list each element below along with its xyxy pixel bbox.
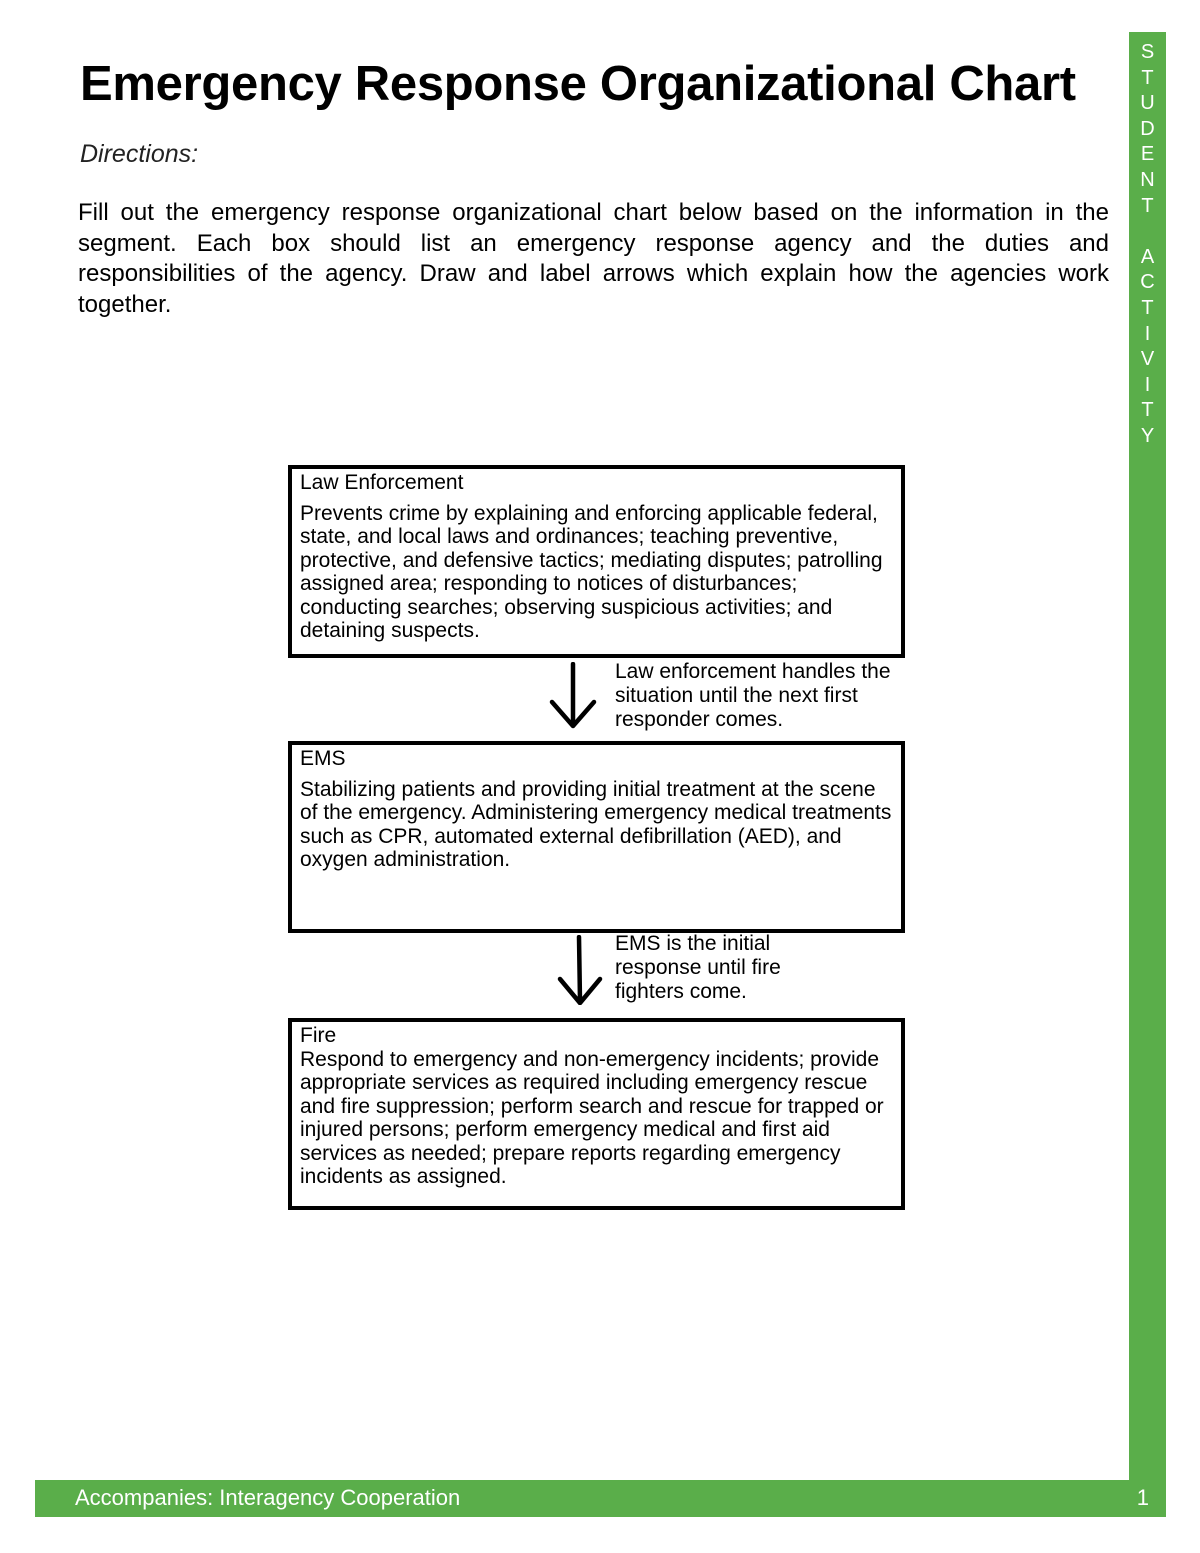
footer-accompanies: Accompanies: Interagency Cooperation — [75, 1485, 461, 1510]
sidebar-letter: T — [1141, 399, 1154, 422]
page-title: Emergency Response Organizational Chart — [80, 57, 1076, 111]
box-duties-text: Prevents crime by explaining and enforcing applicable federal, state, and local laws and ordinances; teaching preventive, protective, and defensive tactics; mediating disputes; patrolling assigned area; responding to notices of disturbances; conducting searches; observing suspicious activities; and detaining suspects. — [300, 501, 883, 642]
directions-text: Fill out the emergency response organizational chart below based on the information in the segment. Each box should list an emergency response agency and the duties and responsibilities of the agency. Draw and label arrows which explain how the agencies work together. — [78, 199, 1109, 318]
footer-bar — [35, 1480, 1166, 1517]
fire-box — [288, 1018, 905, 1210]
down-arrow-icon — [548, 662, 598, 732]
page-number: 1 — [1136, 1485, 1149, 1510]
arrow-label: Law enforcement handles the situation until the next first responder comes. — [615, 660, 891, 731]
sidebar-letter-gap — [1129, 219, 1166, 245]
sidebar-letter: T — [1141, 66, 1154, 89]
student-activity-sidebar — [1129, 32, 1166, 1484]
sidebar-letter: N — [1140, 168, 1155, 191]
sidebar-letter: V — [1140, 348, 1155, 371]
box-agency-title: EMS — [300, 747, 346, 770]
law-enforcement-box — [288, 465, 905, 658]
sidebar-letter: I — [1144, 322, 1151, 345]
down-arrow-icon — [555, 935, 605, 1005]
sidebar-letters — [1129, 40, 1166, 450]
box-agency-title: Fire — [300, 1024, 337, 1047]
arrow-label: EMS is the initial response until fire fighters come. — [615, 932, 781, 1003]
sidebar-letter: I — [1144, 373, 1151, 396]
sidebar-letter: A — [1140, 245, 1155, 268]
sidebar-letter: T — [1141, 194, 1154, 217]
box-duties-text: Stabilizing patients and providing initial treatment at the scene of the emergency. Administering emergency medical treatments such as CPR, automated external defibrillation (AED), and oxygen administration. — [300, 777, 892, 871]
box-duties-text: Respond to emergency and non-emergency incidents; provide appropriate services as required including emergency rescue and fire suppression; perform search and rescue for trapped or injured persons; perform emergency medical and first aid services as needed; prepare reports regarding emergency incidents as assigned. — [300, 1047, 884, 1188]
ems-box — [288, 741, 905, 933]
box-agency-title: Law Enforcement — [300, 471, 464, 494]
sidebar-letter: U — [1140, 92, 1155, 115]
directions-label: Directions: — [80, 140, 199, 168]
sidebar-letter: Y — [1140, 424, 1155, 447]
sidebar-letter: D — [1140, 117, 1155, 140]
sidebar-letter: T — [1141, 296, 1154, 319]
sidebar-letter: E — [1140, 143, 1155, 166]
sidebar-letter: C — [1140, 271, 1155, 294]
sidebar-letter: S — [1140, 41, 1155, 63]
